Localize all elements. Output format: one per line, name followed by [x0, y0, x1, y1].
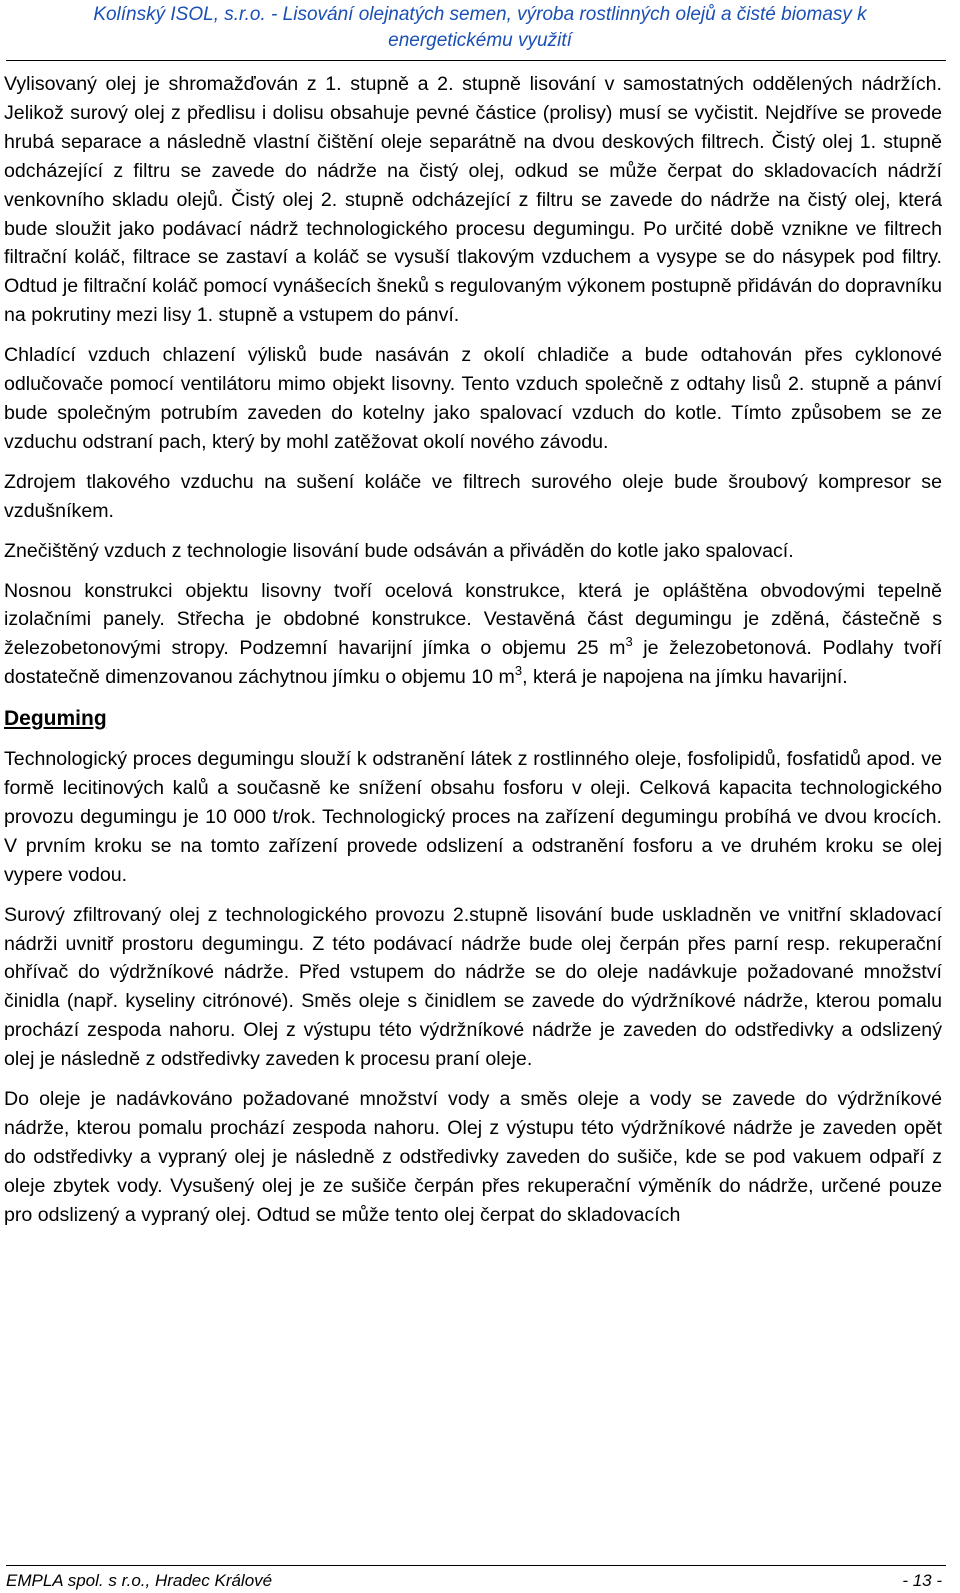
header-divider [6, 60, 946, 61]
paragraph-deguming-washing: Do oleje je nadávkováno požadované množství vody a směs oleje a vody se zavede do výdržníkové nádrže, kterou pomalu prochází zespoda nahoru. Olej z výstupu této výdržníkové nádrže je zaveden opět do odstředivky a vypraný olej je následně z odstředivky zaveden do sušiče, kde se pod vakuem odpaří z oleje zbytek vody. Vysušený olej je ze sušiče čerpán přes rekuperační výměník do nádrže, určené pouze pro odslizený a vypraný olej. Odtud se může tento olej čerpat do skladovacích [4, 1088, 942, 1226]
paragraph-deguming-process: Technologický proces degumingu slouží k odstranění látek z rostlinného oleje, fosfolipidů, fosfatidů apod. ve formě lecitinových kalů a současně ke snížení obsahu fosforu v oleji. Celková kapacita technologického provozu degumingu je 10 000 t/rok. Technologický proces na zařízení degumingu probíhá ve dvou krocích. V prvním kroku se na tomto zařízení provede odslizení a odstranění fosforu a ve druhém kroku se olej vypere vodou. [4, 748, 942, 886]
header-title-line-1: Kolínský ISOL, s.r.o. - Lisování olejnatých semen, výroba rostlinných olejů a čisté biomasy k [93, 4, 867, 25]
paragraph-compressed-air: Zdrojem tlakového vzduchu na sušení koláče ve filtrech surového oleje bude šroubový kompresor se vzdušníkem. [4, 470, 942, 522]
paragraph-polluted-air: Znečištěný vzduch z technologie lisování bude odsáván a přiváděn do kotle jako spalovací. [4, 539, 794, 562]
paragraph-construction [4, 577, 942, 693]
construction-text-2: je železobetonová. Podlahy tvoří dostatečně dimenzovanou záchytnou jímku o objemu 10 m [4, 637, 942, 689]
cubic-superscript-2: 3 [514, 663, 523, 679]
paragraph-cooling-air: Chladící vzduch chlazení výlisků bude nasáván z okolí chladiče a bude odtahován přes cyklonové odlučovače pomocí ventilátoru mimo objekt lisovny. Tento vzduch společně z odtahy lisů 2. stupně a pánví bude společným potrubím zaveden do kotelny jako spalovací vzduch do kotle. Tímto způsobem se ze vzduchu odstraní pach, který by mohl zatěžovat okolí nového závodu. [4, 344, 942, 453]
page-header [0, 2, 960, 54]
page-number: - 13 - [902, 1571, 942, 1590]
header-title-line-2: energetickému využití [388, 30, 572, 51]
cubic-superscript-1: 3 [625, 634, 633, 650]
paragraph-oil-filtration: Vylisovaný olej je shromažďován z 1. stupně a 2. stupně lisování v samostatných oddělených nádržích. Jelikož surový olej z předlisu i dolisu obsahuje pevné částice (prolisy) musí se vyčistit. Nejdříve se provede hrubá separace a následně vlastní čištění oleje separátně na dvou deskových filtrech. Čistý olej 1. stupně odcházející z filtru se zavede do nádrže na čistý olej, odkud se může čerpat do skladovacích nádrží venkovního skladu olejů. Čistý olej 2. stupně odcházející z filtru se zavede do nádrže na čistý olej, která bude sloužit jako podávací nádrž technologického procesu degumingu. Po určité době vznikne ve filtrech filtrační koláč, filtrace se zastaví a koláč se vysuší tlakovým vzduchem a vysype se do násypek pod filtry. Odtud je filtrační koláč pomocí vynášecích šneků s regulovaným výkonem postupně přidáván do dopravníku na pokrutiny mezi lisy 1. stupně a vstupem do pánví. [4, 73, 942, 327]
paragraph-deguming-storage: Surový zfiltrovaný olej z technologického provozu 2.stupně lisování bude uskladněn ve vnitřní skladovací nádrži uvnitř prostoru degumingu. Z této podávací nádrže bude olej čerpán přes parní resp. rekuperační ohřívač do výdržníkové nádrže. Před vstupem do nádrže se do oleje nadávkuje požadované množství činidla (např. kyseliny citrónové). Směs oleje s činidlem se zavede do výdržníkové nádrže, kterou pomalu prochází zespoda nahoru. Olej z výstupu této výdržníkové nádrže je zaveden do odstředivky a odslizený olej je následně z odstředivky zaveden k procesu praní oleje. [4, 903, 942, 1071]
page-footer [6, 1570, 942, 1592]
construction-text-3: , která je napojena na jímku havarijní. [522, 666, 848, 689]
document-body [4, 70, 942, 1241]
section-heading-deguming: Deguming [4, 707, 107, 731]
footer-divider [6, 1565, 946, 1566]
footer-company: EMPLA spol. s r.o., Hradec Králové [6, 1571, 273, 1590]
construction-text-1: Nosnou konstrukci objektu lisovny tvoří ocelová konstrukce, která je opláštěna obvodovými tepelně izolačními panely. Střecha je obdobné konstrukce. Vestavěná část degumingu je zděná, částečně s železobetonovými stropy. Podzemní havarijní jímka o objemu 25 m [4, 579, 942, 660]
